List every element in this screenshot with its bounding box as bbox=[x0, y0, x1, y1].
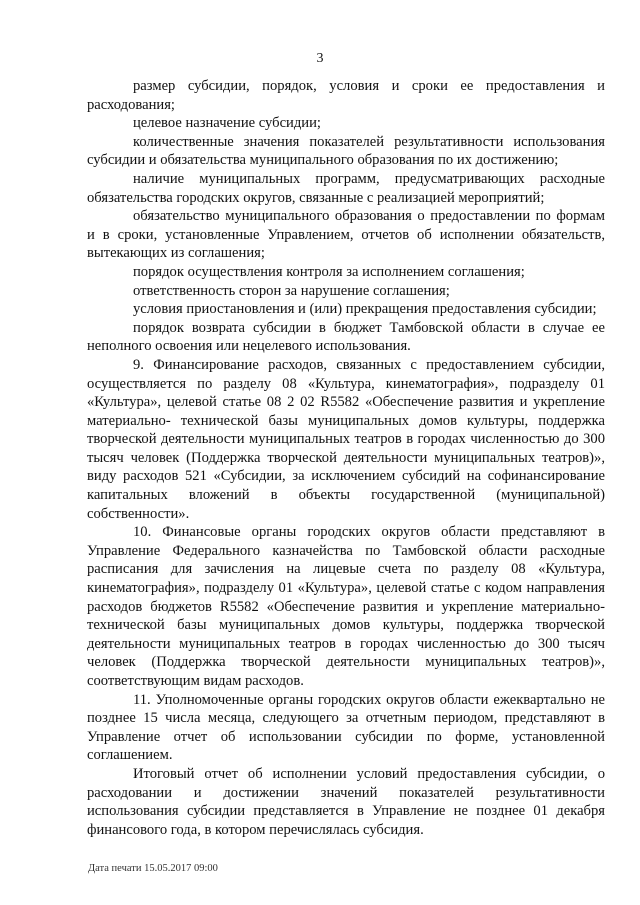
paragraph: количественные значения показателей результативности использования субсидии и обязательства муниципального образования по их достижению; bbox=[87, 133, 605, 169]
paragraph: ответственность сторон за нарушение соглашения; bbox=[133, 282, 450, 299]
paragraph: обязательство муниципального образования о предоставлении по формам и в сроки, установленные Управлением, отчетов об исполнении обязательств, вытекающих из соглашения; bbox=[87, 208, 605, 262]
page-number: 3 bbox=[316, 51, 324, 66]
paragraph: Итоговый отчет об исполнении условий предоставления субсидии, о расходовании и достижении значений показателей результативности использования субсидии представляется в Управление не позднее 01 декабря финансового года, в котором перечислялась субсидия. bbox=[87, 765, 605, 838]
paragraph: наличие муниципальных программ, предусматривающих расходные обязательства городских округов, связанные с реализацией мероприятий; bbox=[87, 170, 605, 206]
paragraph: 11. Уполномоченные органы городских округов области ежеквартально не позднее 15 числа месяца, следующего за отчетным периодом, представляют в Управление отчет об использовании субсидии по форме, установленной соглашением. bbox=[87, 691, 605, 764]
paragraph: условия приостановления и (или) прекращения предоставления субсидии; bbox=[133, 301, 597, 318]
paragraph: целевое назначение субсидии; bbox=[133, 115, 321, 132]
paragraph: 10. Финансовые органы городских округов области представляют в Управление Федерального казначейства по Тамбовской области расходные расписания для зачисления на лицевые счета по разделу 08 «Культура, кинематография», подразделу 01 «Культура», целевой статье с кодом направления расходов бюджетов R5582 «Обеспечение развития и укрепление материально- технической базы муниципальных домов культуры, поддержка творческой деятельности муниципальных театров в городах численностью до 300 тысяч человек (Поддержка творческой деятельности муниципальных театров)», соответствующим видам расходов. bbox=[87, 524, 605, 689]
paragraph: 9. Финансирование расходов, связанных с предоставлением субсидии, осуществляется по разделу 08 «Культура, кинематография», подразделу 01 «Культура», целевой статье 08 2 02 R5582 «Обеспечение развития и укрепление материально- технической базы муниципальных домов культуры, поддержка творческой деятельности муниципальных театров в городах численностью до 300 тысяч человек (Поддержка творческой деятельности муниципальных театров)», виду расходов 521 «Субсидии, за исключением субсидий на софинансирование капитальных вложений в объекты государственной (муниципальной) собственности». bbox=[87, 356, 605, 522]
document-body bbox=[87, 77, 605, 839]
paragraph: размер субсидии, порядок, условия и сроки ее предоставления и расходования; bbox=[87, 78, 605, 113]
paragraph: порядок возврата субсидии в бюджет Тамбовской области в случае ее неполного освоения или нецелевого использования. bbox=[87, 319, 605, 355]
print-date-footer: Дата печати 15.05.2017 09:00 bbox=[88, 863, 218, 874]
paragraph: порядок осуществления контроля за исполнением соглашения; bbox=[133, 263, 525, 280]
